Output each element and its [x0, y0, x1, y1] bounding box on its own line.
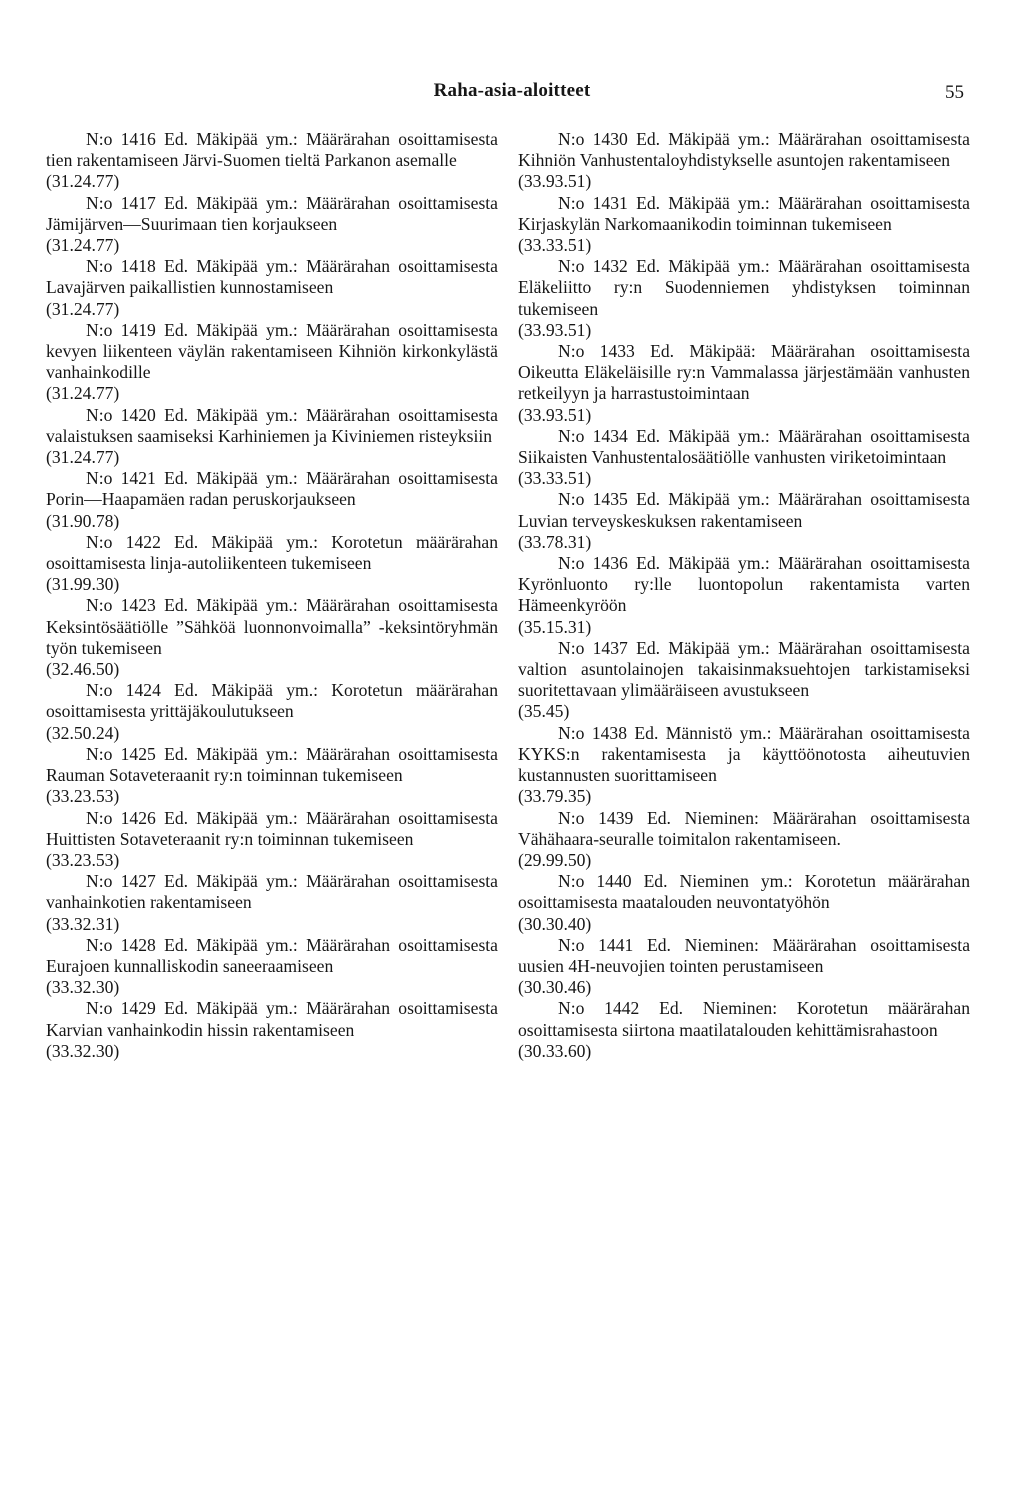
initiative-entry [518, 426, 970, 490]
budget-code: (31.24.77) [46, 298, 120, 319]
budget-code: (33.23.53) [46, 849, 120, 870]
page-number: 55 [945, 82, 964, 103]
budget-code: (35.45) [518, 701, 570, 722]
budget-code: (33.32.30) [46, 977, 120, 998]
initiative-text: N:o 1417 Ed. Mäkipää ym.: Määrärahan osoittamisesta Jämijärven—Suurimaan tien korjaukseen [46, 192, 498, 234]
initiative-text: N:o 1418 Ed. Mäkipää ym.: Määrärahan osoittamisesta Lavajärven paikallistien kunnostamiseen [46, 256, 498, 298]
initiative-entry [518, 553, 970, 638]
initiative-text: N:o 1428 Ed. Mäkipää ym.: Määrärahan osoittamisesta Eurajoen kunnalliskodin saneeraamiseen [46, 934, 498, 976]
initiative-entry [46, 129, 498, 193]
initiative-entry [46, 871, 498, 935]
initiative-entry [518, 723, 970, 808]
budget-code: (31.90.78) [46, 510, 120, 531]
initiative-entry [518, 489, 970, 553]
initiative-entry [46, 405, 498, 469]
initiative-text: N:o 1441 Ed. Nieminen: Määrärahan osoittamisesta uusien 4H-neuvojien tointen perustamiseen [518, 934, 970, 976]
initiative-text: N:o 1420 Ed. Mäkipää ym.: Määrärahan osoittamisesta valaistuksen saamiseksi Karhiniemen ja Kiviniemen risteyksiin [46, 404, 498, 446]
budget-code: (33.32.31) [46, 913, 120, 934]
initiative-text: N:o 1442 Ed. Nieminen: Korotetun määrärahan osoittamisesta siirtona maatilatalouden kehittämisrahastoon [518, 998, 970, 1040]
initiative-text: N:o 1425 Ed. Mäkipää ym.: Määrärahan osoittamisesta Rauman Sotaveteraanit ry:n toiminnan tukemiseen [46, 743, 498, 786]
initiative-entry [46, 808, 498, 872]
initiative-entry [46, 532, 498, 596]
initiative-entry [518, 998, 970, 1062]
initiative-text: N:o 1436 Ed. Mäkipää ym.: Määrärahan osoittamisesta Kyrönluonto ry:lle luontopolun rakentamista varten Hämeenkyröön [518, 553, 970, 616]
budget-code: (31.24.77) [46, 235, 120, 256]
initiative-text: N:o 1424 Ed. Mäkipää ym.: Korotetun määrärahan osoittamisesta yrittäjäkoulutukseen [46, 680, 498, 722]
budget-code: (33.79.35) [518, 786, 592, 807]
initiative-entry [46, 595, 498, 680]
budget-code: (33.33.51) [518, 468, 592, 489]
budget-code: (33.93.51) [518, 171, 592, 192]
initiative-entry [46, 320, 498, 405]
initiative-entry [518, 256, 970, 341]
budget-code: (31.24.77) [46, 383, 120, 404]
initiative-entry [46, 193, 498, 257]
running-title: Raha-asia-aloitteet [433, 80, 591, 101]
budget-code: (33.23.53) [46, 786, 120, 807]
budget-code: (30.30.46) [518, 977, 592, 998]
budget-code: (33.32.30) [46, 1040, 120, 1061]
initiative-entry [518, 808, 970, 872]
budget-code: (31.24.77) [46, 447, 120, 468]
budget-code: (30.30.40) [518, 913, 592, 934]
initiative-text: N:o 1430 Ed. Mäkipää ym.: Määrärahan osoittamisesta Kihniön Vanhustentaloyhdistykselle asuntojen rakentamiseen [518, 129, 970, 171]
initiative-text: N:o 1419 Ed. Mäkipää ym.: Määrärahan osoittamisesta kevyen liikenteen väylän rakentamiseen Kihniön kirkonkylästä vanhainkodille [46, 319, 498, 383]
initiative-entry [518, 871, 970, 935]
budget-code: (31.99.30) [46, 574, 120, 595]
budget-code: (30.33.60) [518, 1040, 592, 1061]
budget-code: (32.46.50) [46, 659, 120, 680]
initiative-text: N:o 1431 Ed. Mäkipää ym.: Määrärahan osoittamisesta Kirjaskylän Narkomaanikodin toiminnan tukemiseen [518, 192, 970, 234]
initiative-text: N:o 1416 Ed. Mäkipää ym.: Määrärahan osoittamisesta tien rakentamiseen Järvi-Suomen tieltä Parkanon asemalle [46, 129, 498, 171]
initiative-text: N:o 1434 Ed. Mäkipää ym.: Määrärahan osoittamisesta Siikaisten Vanhustentalosäätiölle vanhusten viriketoimintaan [518, 425, 970, 468]
budget-code: (29.99.50) [518, 849, 592, 870]
initiative-entry [46, 998, 498, 1062]
budget-code: (33.33.51) [518, 235, 592, 256]
right-column [518, 129, 970, 1062]
initiative-entry [46, 935, 498, 999]
initiative-entry [518, 193, 970, 257]
initiative-entry [518, 638, 970, 723]
budget-code: (33.93.51) [518, 319, 592, 340]
budget-code: (33.78.31) [518, 531, 592, 552]
initiative-text: N:o 1438 Ed. Männistö ym.: Määrärahan osoittamisesta KYKS:n rakentamisesta ja käyttöönotosta aiheutuvien kustannusten suorittamiseen [518, 722, 970, 786]
initiative-entry [518, 935, 970, 999]
budget-code: (35.15.31) [518, 616, 592, 637]
initiative-entry [518, 341, 970, 426]
initiative-entry [46, 468, 498, 532]
initiative-text: N:o 1433 Ed. Mäkipää: Määrärahan osoittamisesta Oikeutta Eläkeläisille ry:n Vammalassa järjestämään vanhusten retkeilyyn ja harrastustoimintaan [518, 341, 970, 404]
initiative-text: N:o 1440 Ed. Nieminen ym.: Korotetun määrärahan osoittamisesta maatalouden neuvontatyöhön [518, 871, 970, 913]
initiative-entry [46, 256, 498, 320]
initiative-text: N:o 1426 Ed. Mäkipää ym.: Määrärahan osoittamisesta Huittisten Sotaveteraanit ry:n toiminnan tukemiseen [46, 807, 498, 849]
initiative-text: N:o 1422 Ed. Mäkipää ym.: Korotetun määrärahan osoittamisesta linja-autoliikenteen tukemiseen [46, 531, 498, 574]
budget-code: (32.50.24) [46, 722, 120, 743]
initiative-entry [46, 744, 498, 808]
initiative-text: N:o 1432 Ed. Mäkipää ym.: Määrärahan osoittamisesta Eläkeliitto ry:n Suodenniemen yhdistyksen toiminnan tukemiseen [518, 256, 970, 319]
initiative-text: N:o 1437 Ed. Mäkipää ym.: Määrärahan osoittamisesta valtion asuntolainojen takaisinmaksuehtojen tarkistamiseksi suoritettavaan ylimääräiseen avustukseen [518, 637, 970, 701]
initiative-text: N:o 1439 Ed. Nieminen: Määrärahan osoittamisesta Vähähaara-seuralle toimitalon rakentamiseen. [518, 807, 970, 849]
initiative-entry [46, 680, 498, 744]
initiative-text: N:o 1435 Ed. Mäkipää ym.: Määrärahan osoittamisesta Luvian terveyskeskuksen rakentamiseen [518, 489, 970, 531]
budget-code: (31.24.77) [46, 171, 120, 192]
initiative-text: N:o 1421 Ed. Mäkipää ym.: Määrärahan osoittamisesta Porin—Haapamäen radan peruskorjaukseen [46, 468, 498, 510]
left-column [46, 129, 498, 1062]
initiative-text: N:o 1429 Ed. Mäkipää ym.: Määrärahan osoittamisesta Karvian vanhainkodin hissin rakentamiseen [46, 998, 498, 1040]
initiative-text: N:o 1423 Ed. Mäkipää ym.: Määrärahan osoittamisesta Keksintösäätiölle ”Sähköä luonnonvoimalla” -keksintöryhmän työn tukemiseen [46, 595, 498, 658]
initiative-text: N:o 1427 Ed. Mäkipää ym.: Määrärahan osoittamisesta vanhainkotien rakentamiseen [46, 871, 498, 913]
initiative-entry [518, 129, 970, 193]
budget-code: (33.93.51) [518, 404, 592, 425]
